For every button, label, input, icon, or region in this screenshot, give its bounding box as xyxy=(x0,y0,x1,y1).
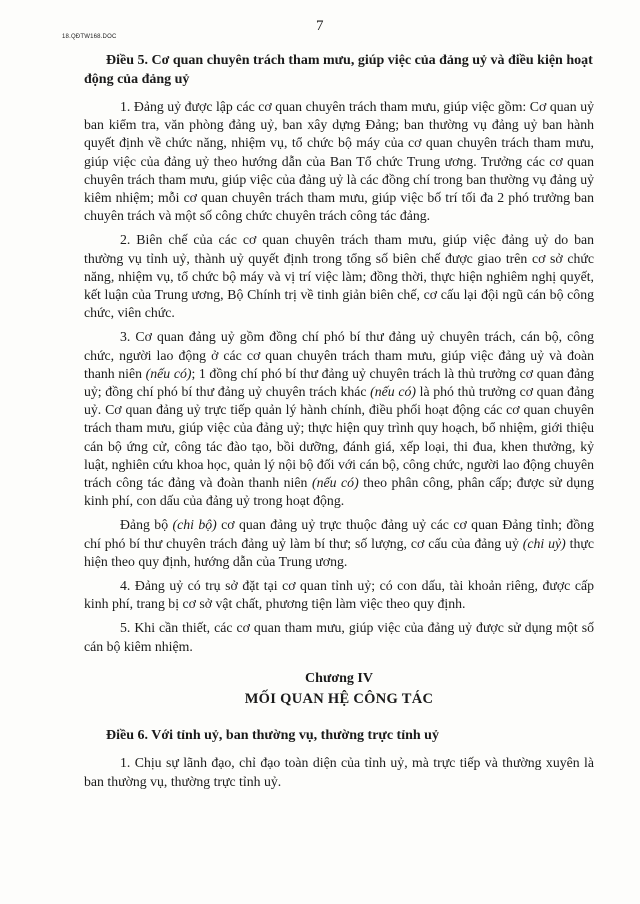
text-run: Đảng bộ xyxy=(120,517,173,533)
article-5-paragraph-6: 5. Khi cần thiết, các cơ quan tham mưu, giúp việc của đảng uỷ được sử dụng một số cán bộ kiêm nhiệm. xyxy=(84,620,594,654)
article-5-paragraph-4 xyxy=(84,516,594,571)
document-body xyxy=(84,52,594,797)
text-run: 3. Cơ quan đảng uỷ gồm đồng chí phó bí thư đảng uỷ chuyên trách, cán bộ, công chức, người lao động ở các cơ quan chuyên trách tham mưu, giúp việc đảng uỷ và đoàn thanh niên xyxy=(84,329,594,381)
chapter-number: Chương IV xyxy=(305,670,373,686)
italic-note: (nếu có) xyxy=(311,475,359,491)
italic-note: (nếu có) xyxy=(370,384,416,400)
italic-note: (nếu có) xyxy=(145,365,192,381)
text-run: ; 1 đồng chí phó bí thư đảng uỷ chuyên trách là thủ trưởng cơ quan đảng uỷ; đồng chí phó bí thư đảng uỷ chuyên trách khác xyxy=(84,365,594,400)
article-5-paragraph-3 xyxy=(84,328,594,510)
italic-note: (chi uỷ) xyxy=(522,535,566,551)
text-run: là phó thủ trưởng cơ quan đảng uỷ. Cơ quan đảng uỷ trực tiếp quản lý hành chính, điều phối hoạt động các cơ quan chuyên trách tham mưu, giúp việc của đảng uỷ; thực hiện quy trình quy hoạch, bổ nhiệm, giới thiệu cán bộ ứng cử, công tác đào tạo, bồi dưỡng, đánh giá, xếp loại, thi đua, khen thưởng, kỷ luật, nghiên cứu khoa học, quản lý nội bộ đối với cán bộ, công chức, người lao động chuyên trách công tác đảng và đoàn thanh niên xyxy=(84,384,594,491)
text-run: thực hiện theo quy định, hướng dẫn của Trung ương. xyxy=(84,535,594,569)
text-run: theo phân công, phân cấp; được sử dụng kinh phí, con dấu của đảng uỷ trong hoạt động. xyxy=(84,475,594,509)
article-5-paragraph-1: 1. Đảng uỷ được lập các cơ quan chuyên trách tham mưu, giúp việc gồm: Cơ quan uỷ ban kiểm tra, văn phòng đảng uỷ, ban xây dựng Đảng; ban thường vụ đảng uỷ ban hành quyết định về chức năng, nhiệm vụ, tổ chức bộ máy của cơ quan chuyên trách tham mưu, giúp việc của đảng uỷ theo hướng dẫn của Ban Tổ chức Trung ương. Trưởng các cơ quan chuyên trách tham mưu, giúp việc của đảng uỷ là các đồng chí trong ban thường vụ đảng uỷ kiêm nhiệm; mỗi cơ quan chuyên trách tham mưu, giúp việc bố trí tối đa 2 phó trưởng ban chuyên trách và một số công chức chuyên trách công tác đảng. xyxy=(84,99,594,224)
article-6-title: Điều 6. Với tỉnh uỷ, ban thường vụ, thường trực tỉnh uỷ xyxy=(106,727,439,743)
article-5-paragraph-2: 2. Biên chế của các cơ quan chuyên trách tham mưu, giúp việc đảng uỷ do ban thường vụ tỉnh uỷ, thành uỷ quyết định trong tổng số biên chế được giao trên cơ sở chức năng, nhiệm vụ, tổ chức bộ máy và vị trí việc làm; đồng thời, thực hiện nghiêm nghị quyết, kết luận của Trung ương, Bộ Chính trị về tinh giản biên chế, cơ cấu lại đội ngũ cán bộ công chức, viên chức. xyxy=(84,232,594,321)
page-number: 7 xyxy=(316,18,324,34)
document-code: 18.QĐTW168.DOC xyxy=(62,34,117,40)
italic-note: (chi bộ) xyxy=(172,517,217,533)
text-run: cơ quan đảng uỷ trực thuộc đảng uỷ các cơ quan Đảng tỉnh; đồng chí phó bí thư chuyên trách đảng uỷ làm bí thư; số lượng, cơ cấu của đảng uỷ xyxy=(84,517,594,551)
article-5-paragraph-5: 4. Đảng uỷ có trụ sở đặt tại cơ quan tỉnh uỷ; có con dấu, tài khoản riêng, được cấp kinh phí, trang bị cơ sở vật chất, phương tiện làm việc theo quy định. xyxy=(84,578,594,612)
article-5-title: Điều 5. Cơ quan chuyên trách tham mưu, giúp việc của đảng uỷ và điều kiện hoạt động của đảng uỷ xyxy=(84,53,593,87)
article-6-paragraph-1: 1. Chịu sự lãnh đạo, chỉ đạo toàn diện của tỉnh uỷ, mà trực tiếp và thường xuyên là ban thường vụ, thường trực tỉnh uỷ. xyxy=(84,755,594,789)
chapter-title: MỐI QUAN HỆ CÔNG TÁC xyxy=(244,690,434,707)
